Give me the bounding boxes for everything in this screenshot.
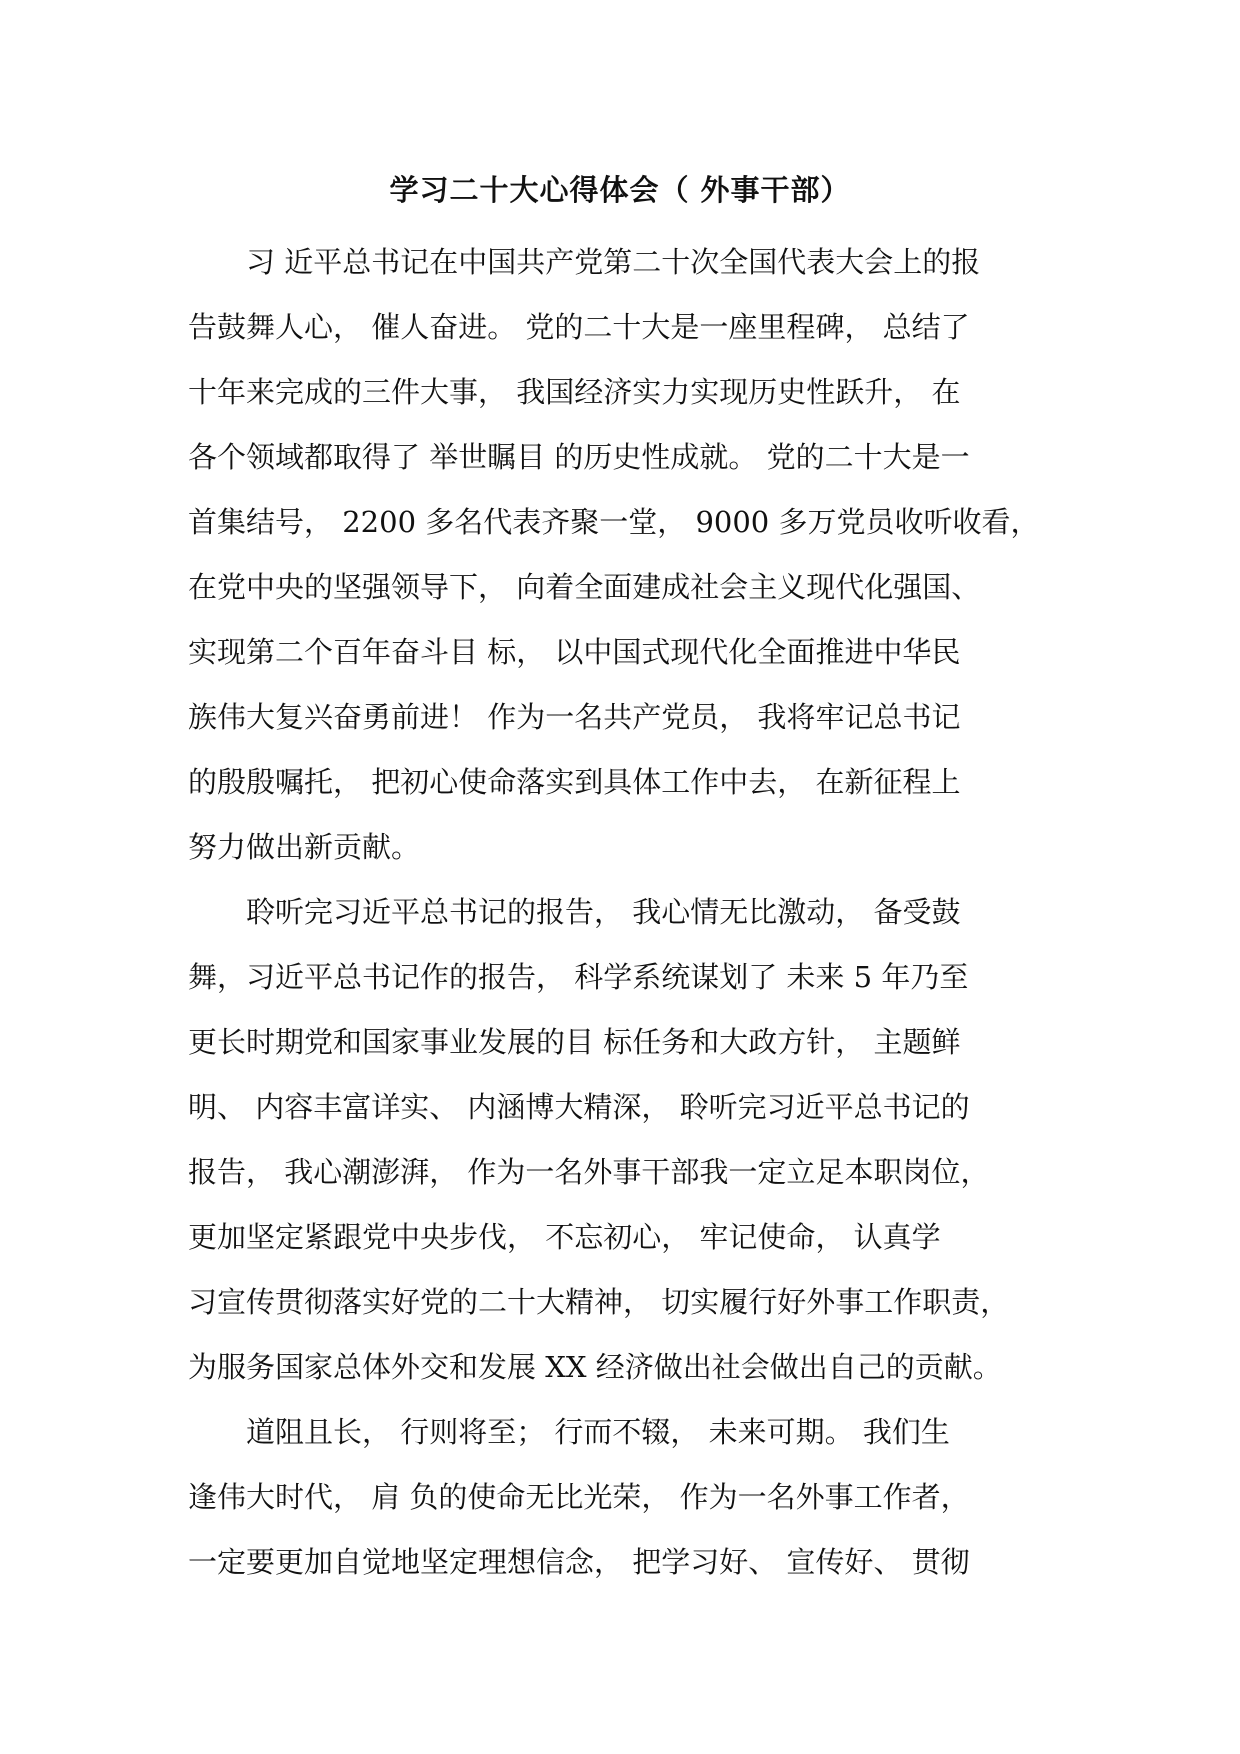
body-line: 在党中央的坚强领导下， 向着全面建成社会主义现代化强国、 xyxy=(188,570,981,604)
body-line: 习 近平总书记在中国共产党第二十次全国代表大会上的报 xyxy=(188,245,981,279)
body-line: 族伟大复兴奋勇前进！ 作为一名共产党员， 我将牢记总书记 xyxy=(188,700,961,734)
body-line: 努力做出新贡献。 xyxy=(188,830,421,864)
body-line: 聆听完习近平总书记的报告， 我心情无比激动， 备受鼓 xyxy=(188,895,961,929)
body-line: 道阻且长， 行则将至； 行而不辍， 未来可期。 我们生 xyxy=(188,1415,950,1449)
body-line: 十年来完成的三件大事， 我国经济实力实现历史性跃升， 在 xyxy=(188,375,961,409)
body-line: 首集结号， 2200 多名代表齐聚一堂， 9000 多万党员收听收看， xyxy=(188,505,1040,539)
body-line: 实现第二个百年奋斗目 标， 以中国式现代化全面推进中华民 xyxy=(188,635,961,669)
body-line: 一定要更加自觉地坚定理想信念， 把学习好、 宣传好、 贯彻 xyxy=(188,1545,970,1579)
body-line: 明、 内容丰富详实、 内涵博大精深， 聆听完习近平总书记的 xyxy=(188,1090,970,1124)
document-title: 学习二十大心得体会（ 外事干部） xyxy=(389,173,851,207)
document-body xyxy=(188,230,1068,1595)
body-line: 更长时期党和国家事业发展的目 标任务和大政方针， 主题鲜 xyxy=(188,1025,961,1059)
body-line: 各个领域都取得了 举世瞩目 的历史性成就。 党的二十大是一 xyxy=(188,440,970,474)
body-line: 告鼓舞人心， 催人奋进。 党的二十大是一座里程碑， 总结了 xyxy=(188,310,970,344)
body-line: 更加坚定紧跟党中央步伐， 不忘初心， 牢记使命， 认真学 xyxy=(188,1220,941,1254)
body-line: 习宣传贯彻落实好党的二十大精神， 切实履行好外事工作职责， xyxy=(188,1285,1010,1319)
body-line: 舞，习近平总书记作的报告， 科学系统谋划了 未来 5 年乃至 xyxy=(188,960,969,994)
body-line: 为服务国家总体外交和发展 XX 经济做出社会做出自己的贡献。 xyxy=(188,1350,1002,1384)
body-line: 逢伟大时代， 肩 负的使命无比光荣， 作为一名外事工作者， xyxy=(188,1480,970,1514)
body-line: 报告， 我心潮澎湃， 作为一名外事干部我一定立足本职岗位， xyxy=(188,1155,990,1189)
body-line: 的殷殷嘱托， 把初心使命落实到具体工作中去， 在新征程上 xyxy=(188,765,961,799)
